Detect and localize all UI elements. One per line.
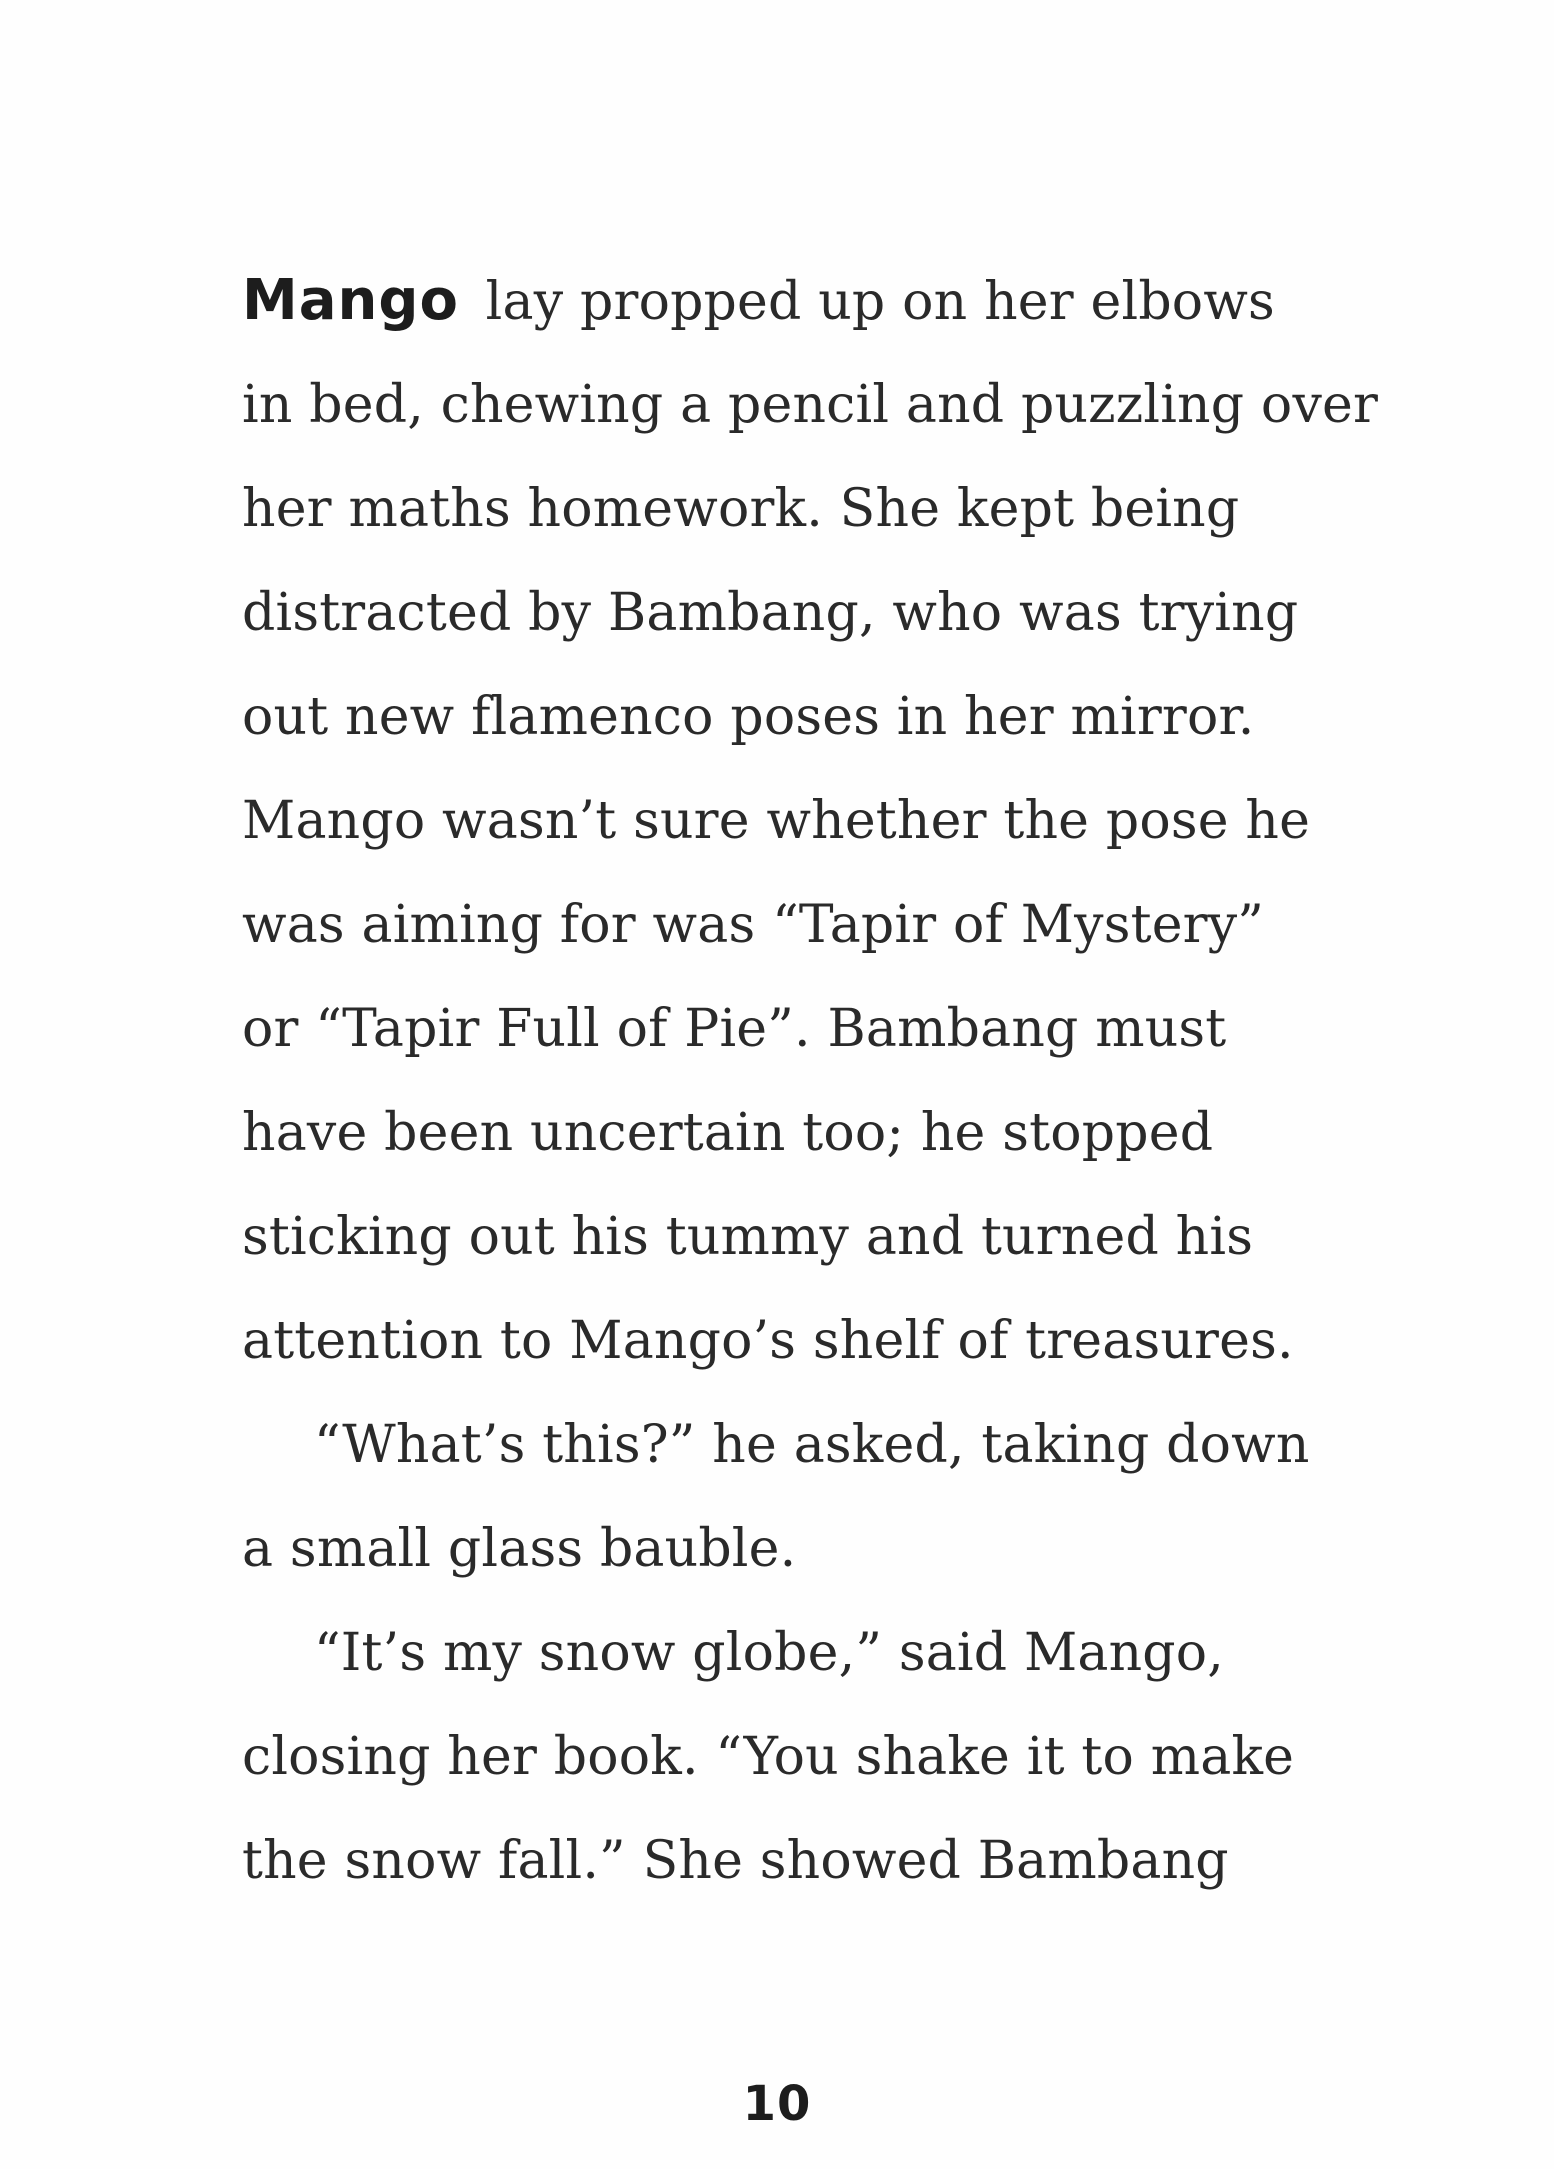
text-line-9: have been uncertain too; he stopped <box>242 1103 1214 1163</box>
line-text: lay propped up on her elbows <box>468 272 1275 332</box>
text-line-2: in bed, chewing a pencil and puzzling over <box>242 375 1379 435</box>
story-text <box>242 262 1422 1926</box>
page-number: 10 <box>742 2076 812 2132</box>
text-line-7: was aiming for was “Tapir of Mystery” <box>242 895 1265 955</box>
text-line-3: her maths homework. She kept being <box>242 479 1240 539</box>
text-line-11: attention to Mango’s shelf of treasures. <box>242 1311 1294 1371</box>
text-line-5: out new flamenco poses in her mirror. <box>242 687 1255 747</box>
text-line-13: a small glass bauble. <box>242 1519 797 1579</box>
text-line-10: sticking out his tummy and turned his <box>242 1207 1254 1267</box>
text-line-6: Mango wasn’t sure whether the pose he <box>242 791 1311 851</box>
text-line-15: closing her book. “You shake it to make <box>242 1727 1295 1787</box>
lead-word: Mango <box>242 268 459 333</box>
text-line-12: “What’s this?” he asked, taking down <box>314 1415 1310 1475</box>
text-line-1 <box>242 262 1422 366</box>
text-line-4: distracted by Bambang, who was trying <box>242 583 1299 643</box>
text-line-16: the snow fall.” She showed Bambang <box>242 1831 1229 1891</box>
text-line-8: or “Tapir Full of Pie”. Bambang must <box>242 999 1227 1059</box>
text-line-14: “It’s my snow globe,” said Mango, <box>314 1623 1225 1683</box>
